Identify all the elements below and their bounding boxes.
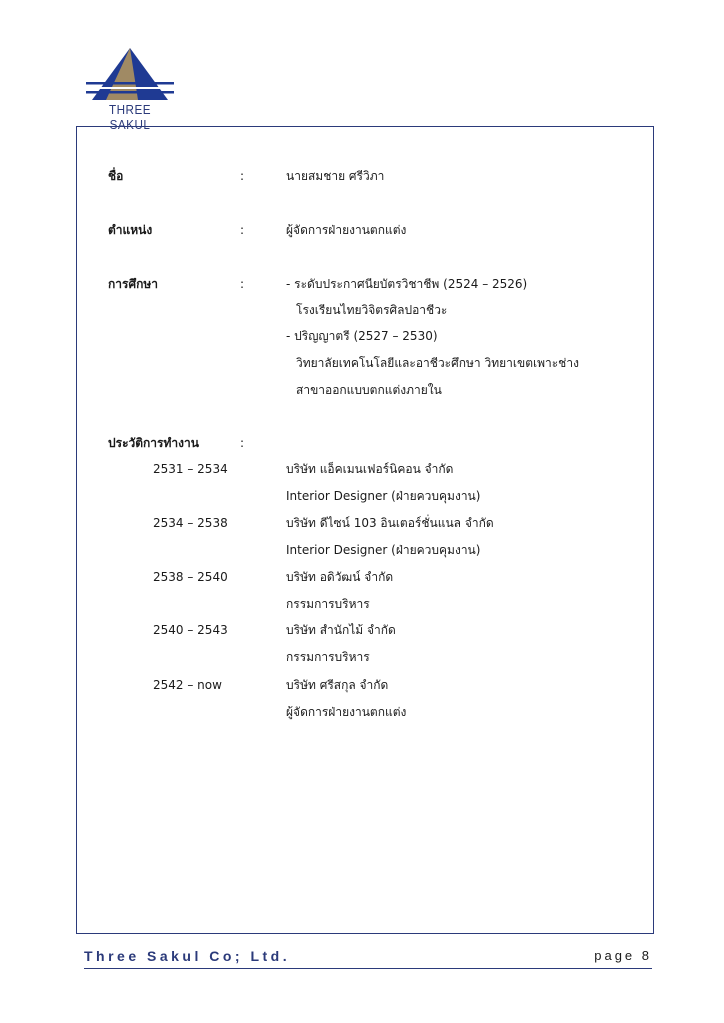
position-value: ผู้จัดการฝ่ายงานตกแต่ง: [286, 223, 407, 237]
education-colon: :: [240, 277, 245, 291]
footer-company: Three Sakul Co; Ltd.: [84, 948, 291, 964]
work-company: บริษัท อดิวัฒน์ จำกัด: [286, 570, 394, 584]
work-period: 2540 – 2543: [153, 623, 228, 637]
work-period: 2534 – 2538: [153, 516, 228, 530]
name-colon: :: [240, 169, 245, 183]
work-company: บริษัท ศรีสกุล จำกัด: [286, 678, 389, 692]
work-company: บริษัท ดีไซน์ 103 อินเตอร์ชั่นแนล จำกัด: [286, 516, 494, 530]
position-label: ตำแหน่ง: [108, 223, 153, 237]
work-period: 2542 – now: [153, 678, 222, 692]
name-label: ชื่อ: [108, 169, 124, 183]
name-value: นายสมชาย ศรีวิภา: [286, 169, 385, 183]
education-line: สาขาออกแบบตกแต่งภายใน: [296, 383, 442, 397]
work-company: บริษัท สำนักไม้ จำกัด: [286, 623, 396, 637]
page-footer: [84, 948, 652, 969]
education-line: โรงเรียนไทยวิจิตรศิลปอาชีวะ: [296, 303, 448, 317]
page-number: page 8: [594, 948, 652, 963]
education-line: - ระดับประกาศนียบัตรวิชาชีพ (2524 – 2526): [286, 277, 528, 291]
work-role: กรรมการบริหาร: [286, 597, 370, 611]
position-colon: :: [240, 223, 245, 237]
logo-text: THREE SAKUL: [109, 102, 151, 132]
work-role: กรรมการบริหาร: [286, 650, 370, 664]
work-role: Interior Designer (ฝ่ายควบคุมงาน): [286, 489, 481, 503]
work-period: 2538 – 2540: [153, 570, 228, 584]
work-role: ผู้จัดการฝ่ายงานตกแต่ง: [286, 705, 407, 719]
education-line: - ปริญญาตรี (2527 – 2530): [286, 329, 438, 343]
education-label: การศึกษา: [108, 277, 158, 291]
company-logo: [86, 46, 174, 132]
work-company: บริษัท แอ็คเมนเฟอร์นิคอน จำกัด: [286, 462, 454, 476]
work-role: Interior Designer (ฝ่ายควบคุมงาน): [286, 543, 481, 557]
logo-triangle-icon: [86, 46, 174, 104]
work-label: ประวัติการทำงาน: [108, 436, 199, 450]
work-period: 2531 – 2534: [153, 462, 228, 476]
education-line: วิทยาลัยเทคโนโลยีและอาชีวะศึกษา วิทยาเขตเพาะช่าง: [296, 356, 579, 370]
work-colon: :: [240, 436, 245, 450]
